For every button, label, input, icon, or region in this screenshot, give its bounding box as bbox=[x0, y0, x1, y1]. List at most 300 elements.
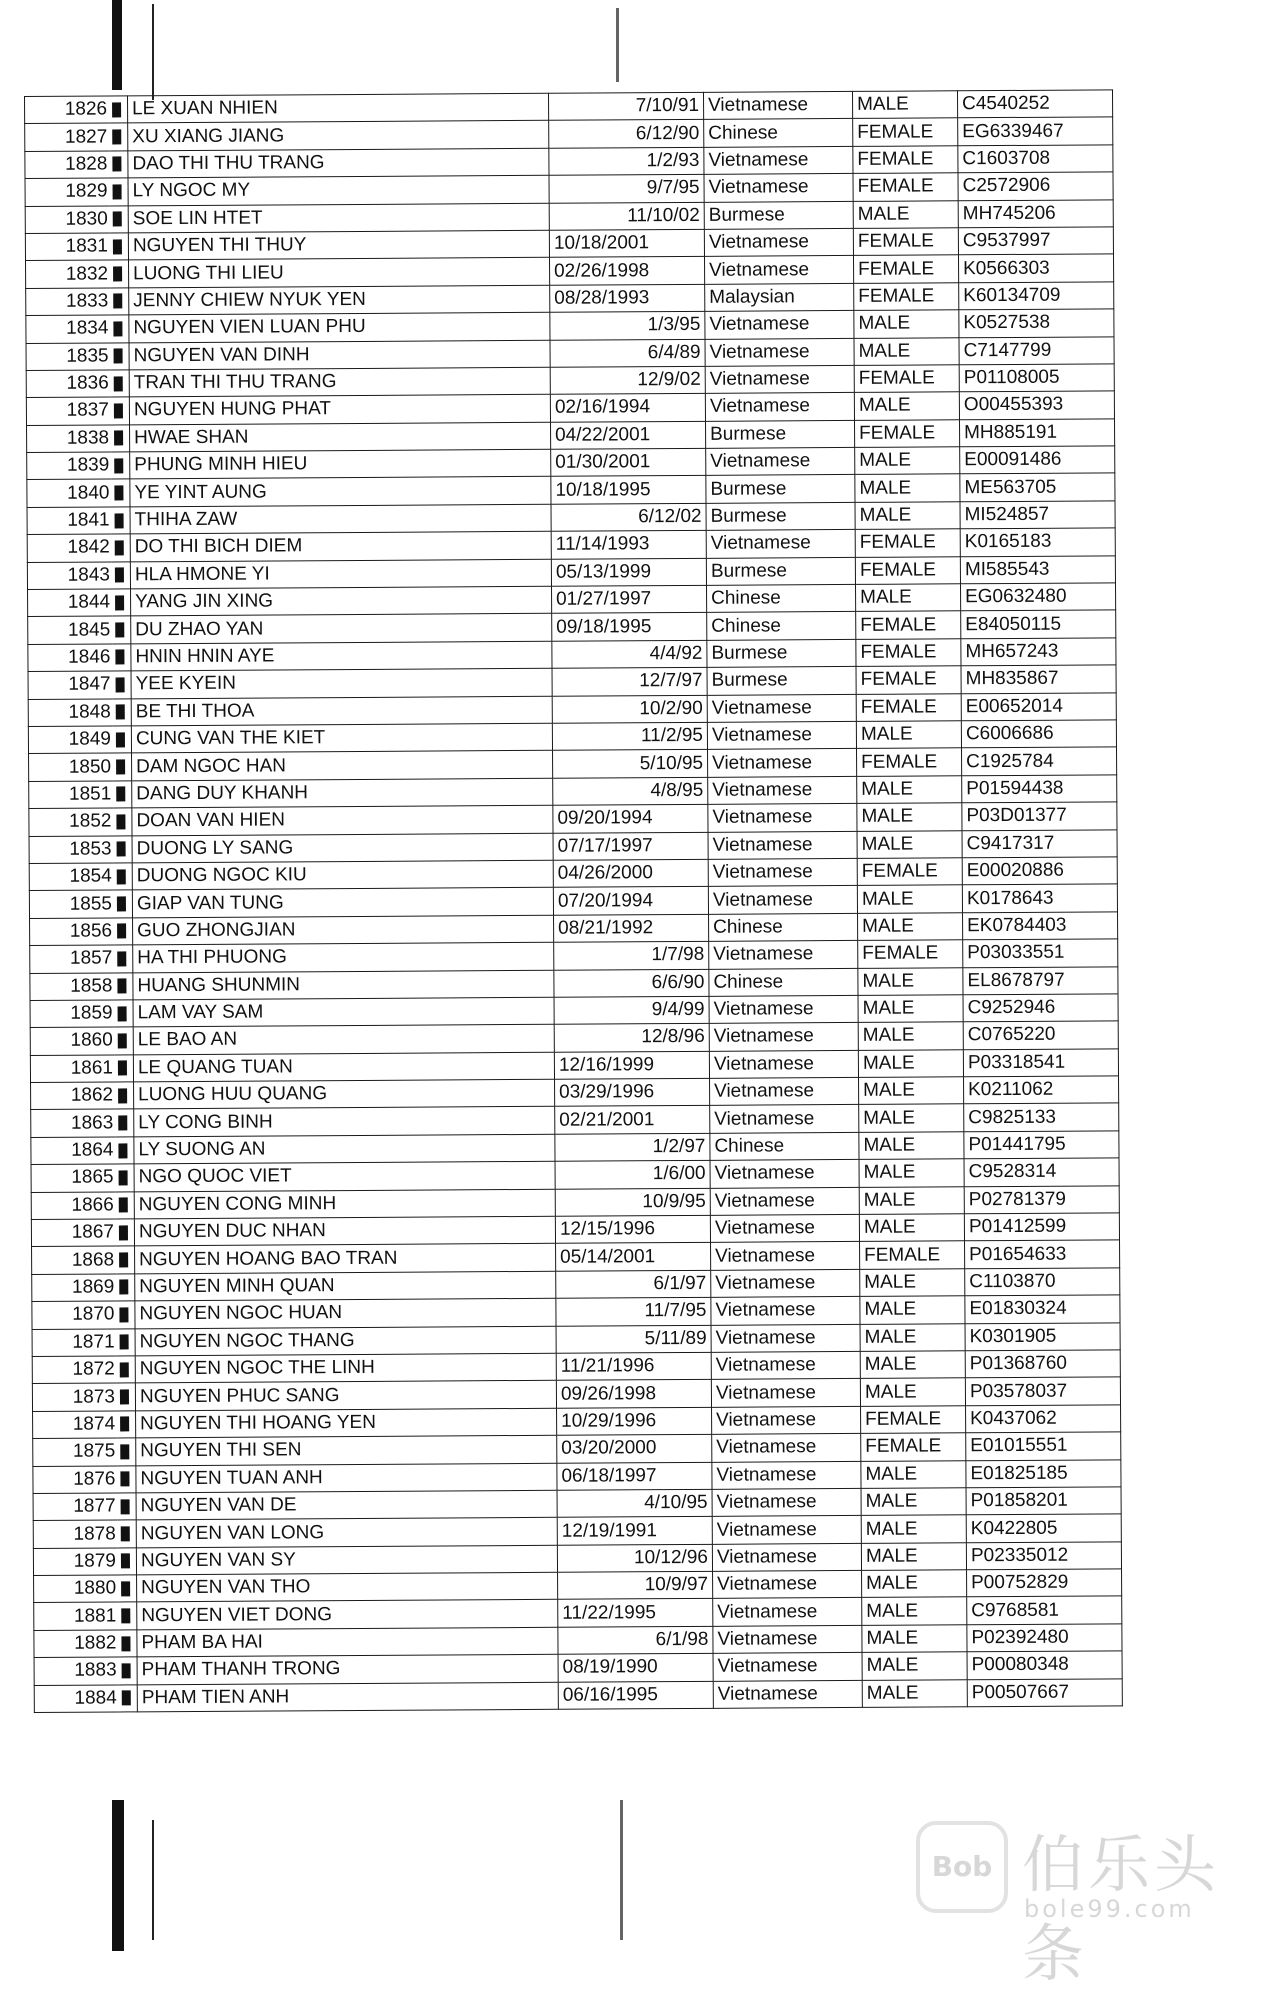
nationality-cell: Vietnamese bbox=[703, 91, 852, 119]
row-mark bbox=[116, 1301, 135, 1329]
name-cell: YANG JIN XING bbox=[131, 586, 552, 616]
nationality-cell: Vietnamese bbox=[711, 1351, 860, 1379]
row-mark bbox=[117, 1438, 136, 1466]
row-number: 1874 bbox=[33, 1411, 118, 1439]
row-mark bbox=[119, 1657, 138, 1685]
nationality-cell: Vietnamese bbox=[711, 1297, 860, 1325]
row-mark bbox=[111, 425, 130, 453]
sex-cell: MALE bbox=[860, 1269, 965, 1297]
dob-cell: 1/2/97 bbox=[555, 1133, 710, 1161]
row-mark bbox=[113, 781, 132, 809]
watermark bbox=[916, 1809, 1246, 1990]
row-mark bbox=[110, 315, 129, 343]
records-table bbox=[24, 89, 1123, 1713]
sex-cell: MALE bbox=[858, 967, 963, 995]
sex-cell: MALE bbox=[859, 1186, 964, 1214]
name-cell: CUNG VAN THE KIET bbox=[131, 723, 552, 753]
row-number: 1872 bbox=[32, 1356, 117, 1384]
row-number: 1867 bbox=[31, 1219, 116, 1247]
passport-cell: C0765220 bbox=[963, 1021, 1118, 1049]
row-mark bbox=[116, 1164, 135, 1192]
dob-cell: 07/17/1997 bbox=[553, 832, 708, 860]
row-number: 1866 bbox=[31, 1192, 116, 1220]
dob-cell: 6/12/90 bbox=[549, 120, 704, 148]
sex-cell: MALE bbox=[858, 995, 963, 1023]
dob-cell: 4/8/95 bbox=[553, 777, 708, 805]
name-cell: NGUYEN THI THUY bbox=[128, 230, 549, 260]
passport-cell: MI524857 bbox=[960, 501, 1115, 529]
sex-cell: MALE bbox=[854, 310, 959, 338]
passport-cell: P01412599 bbox=[964, 1213, 1119, 1241]
row-mark bbox=[118, 1548, 137, 1576]
name-cell: BE THI THOA bbox=[131, 696, 552, 726]
dob-cell: 10/9/97 bbox=[558, 1571, 713, 1599]
redaction-mark bbox=[112, 129, 121, 144]
redaction-mark bbox=[121, 1581, 130, 1596]
dob-cell: 02/21/2001 bbox=[555, 1106, 710, 1134]
passport-cell: P02392480 bbox=[967, 1624, 1122, 1652]
dob-cell: 11/21/1996 bbox=[556, 1352, 711, 1380]
dob-cell: 10/18/1995 bbox=[551, 476, 706, 504]
redaction-mark bbox=[121, 1609, 130, 1624]
row-mark bbox=[118, 1575, 137, 1603]
dob-cell: 12/7/97 bbox=[552, 668, 707, 696]
sex-cell: FEMALE bbox=[860, 1241, 965, 1269]
sex-cell: MALE bbox=[861, 1488, 966, 1516]
dob-cell: 1/7/98 bbox=[554, 941, 709, 969]
redaction-mark bbox=[115, 513, 124, 528]
passport-cell: P03578037 bbox=[965, 1377, 1120, 1405]
sex-cell: FEMALE bbox=[855, 529, 960, 557]
passport-cell: P01654633 bbox=[965, 1240, 1120, 1268]
nationality-cell: Vietnamese bbox=[707, 694, 856, 722]
nationality-cell: Vietnamese bbox=[704, 146, 853, 174]
row-mark bbox=[118, 1602, 137, 1630]
sex-cell: FEMALE bbox=[856, 639, 961, 667]
sex-cell: FEMALE bbox=[853, 228, 958, 256]
passport-cell: K0301905 bbox=[965, 1322, 1120, 1350]
passport-cell: EG6339467 bbox=[958, 117, 1113, 145]
dob-cell: 02/26/1998 bbox=[549, 257, 704, 285]
passport-cell: C1925784 bbox=[962, 747, 1117, 775]
dob-cell: 12/19/1991 bbox=[557, 1517, 712, 1545]
row-mark bbox=[112, 534, 131, 562]
nationality-cell: Vietnamese bbox=[708, 831, 857, 859]
watermark-text: 伯乐头条 bbox=[1022, 1828, 1221, 1990]
nationality-cell: Chinese bbox=[707, 584, 856, 612]
nationality-cell: Vietnamese bbox=[708, 776, 857, 804]
row-number: 1828 bbox=[25, 151, 110, 179]
row-number: 1870 bbox=[32, 1301, 117, 1329]
row-mark bbox=[113, 808, 132, 836]
passport-cell: E00652014 bbox=[961, 692, 1116, 720]
redaction-mark bbox=[119, 1225, 128, 1240]
row-mark bbox=[115, 1082, 134, 1110]
row-mark bbox=[110, 205, 129, 233]
sex-cell: FEMALE bbox=[855, 556, 960, 584]
row-mark bbox=[117, 1411, 136, 1439]
name-cell: NGUYEN DUC NHAN bbox=[134, 1216, 555, 1246]
sex-cell: FEMALE bbox=[861, 1406, 966, 1434]
name-cell: NGUYEN THI SEN bbox=[136, 1435, 557, 1465]
nationality-cell: Vietnamese bbox=[713, 1625, 862, 1653]
row-mark bbox=[111, 370, 130, 398]
binder-mark-top bbox=[112, 0, 122, 90]
row-number: 1840 bbox=[27, 479, 112, 507]
dob-cell: 09/20/1994 bbox=[553, 804, 708, 832]
sex-cell: MALE bbox=[862, 1652, 967, 1680]
passport-cell: C9825133 bbox=[964, 1103, 1119, 1131]
sex-cell: MALE bbox=[859, 1132, 964, 1160]
nationality-cell: Burmese bbox=[705, 420, 854, 448]
sex-cell: MALE bbox=[860, 1351, 965, 1379]
nationality-cell: Vietnamese bbox=[710, 1105, 859, 1133]
sex-cell: FEMALE bbox=[861, 1433, 966, 1461]
nationality-cell: Vietnamese bbox=[706, 530, 855, 558]
redaction-mark bbox=[118, 1061, 127, 1076]
redaction-mark bbox=[116, 787, 125, 802]
sex-cell: MALE bbox=[855, 502, 960, 530]
nationality-cell: Burmese bbox=[706, 475, 855, 503]
redaction-mark bbox=[115, 595, 124, 610]
row-number: 1884 bbox=[34, 1685, 119, 1713]
redaction-mark bbox=[119, 1307, 128, 1322]
nationality-cell: Vietnamese bbox=[710, 1187, 859, 1215]
passport-cell: K0437062 bbox=[966, 1405, 1121, 1433]
row-mark bbox=[110, 260, 129, 288]
dob-cell: 09/18/1995 bbox=[552, 613, 707, 641]
passport-cell: E01825185 bbox=[966, 1459, 1121, 1487]
dob-cell: 06/18/1997 bbox=[557, 1462, 712, 1490]
nationality-cell: Vietnamese bbox=[709, 941, 858, 969]
name-cell: NGO QUOC VIET bbox=[134, 1162, 555, 1192]
sex-cell: FEMALE bbox=[854, 419, 959, 447]
dob-cell: 11/14/1993 bbox=[551, 531, 706, 559]
row-mark bbox=[116, 1246, 135, 1274]
nationality-cell: Vietnamese bbox=[712, 1543, 861, 1571]
name-cell: NGUYEN THI HOANG YEN bbox=[136, 1408, 557, 1438]
row-number: 1881 bbox=[34, 1602, 119, 1630]
redaction-mark bbox=[117, 842, 126, 857]
nationality-cell: Burmese bbox=[704, 201, 853, 229]
redaction-mark bbox=[119, 1198, 128, 1213]
dob-cell: 08/19/1990 bbox=[558, 1654, 713, 1682]
sex-cell: MALE bbox=[859, 1104, 964, 1132]
redaction-mark bbox=[117, 896, 126, 911]
nationality-cell: Chinese bbox=[707, 612, 856, 640]
redaction-mark bbox=[121, 1526, 130, 1541]
name-cell: LUONG THI LIEU bbox=[129, 258, 550, 288]
dob-cell: 4/10/95 bbox=[557, 1489, 712, 1517]
nationality-cell: Vietnamese bbox=[713, 1680, 862, 1708]
name-cell: NGUYEN HOANG BAO TRAN bbox=[135, 1244, 556, 1274]
sex-cell: MALE bbox=[857, 830, 962, 858]
name-cell: NGUYEN MINH QUAN bbox=[135, 1271, 556, 1301]
row-number: 1859 bbox=[30, 1000, 115, 1028]
dob-cell: 6/1/98 bbox=[558, 1626, 713, 1654]
name-cell: NGUYEN VAN DINH bbox=[129, 340, 550, 370]
nationality-cell: Vietnamese bbox=[711, 1242, 860, 1270]
row-number: 1880 bbox=[34, 1575, 119, 1603]
name-cell: YEE KYEIN bbox=[131, 668, 552, 698]
sex-cell: MALE bbox=[858, 1049, 963, 1077]
row-number: 1832 bbox=[26, 260, 111, 288]
dob-cell: 02/16/1994 bbox=[550, 394, 705, 422]
row-number: 1877 bbox=[33, 1493, 118, 1521]
sex-cell: MALE bbox=[855, 447, 960, 475]
row-mark bbox=[109, 151, 128, 179]
row-number: 1850 bbox=[29, 753, 114, 781]
nationality-cell: Vietnamese bbox=[705, 338, 854, 366]
dob-cell: 9/7/95 bbox=[549, 175, 704, 203]
sex-cell: MALE bbox=[858, 1022, 963, 1050]
scan-dash-top bbox=[616, 8, 619, 82]
passport-cell: K0527538 bbox=[959, 309, 1114, 337]
sex-cell: MALE bbox=[862, 1570, 967, 1598]
nationality-cell: Vietnamese bbox=[707, 721, 856, 749]
passport-cell: P03D01377 bbox=[962, 802, 1117, 830]
sex-cell: FEMALE bbox=[854, 283, 959, 311]
redaction-mark bbox=[120, 1472, 129, 1487]
nationality-cell: Vietnamese bbox=[711, 1269, 860, 1297]
nationality-cell: Vietnamese bbox=[711, 1379, 860, 1407]
row-number: 1844 bbox=[28, 589, 113, 617]
name-cell: NGUYEN NGOC THE LINH bbox=[135, 1353, 556, 1383]
redaction-mark bbox=[116, 705, 125, 720]
row-number: 1848 bbox=[28, 699, 113, 727]
nationality-cell: Vietnamese bbox=[710, 1160, 859, 1188]
sex-cell: MALE bbox=[854, 392, 959, 420]
redaction-mark bbox=[121, 1499, 130, 1514]
sex-cell: FEMALE bbox=[856, 611, 961, 639]
dob-cell: 7/10/91 bbox=[548, 92, 703, 120]
row-mark bbox=[115, 1055, 134, 1083]
nationality-cell: Vietnamese bbox=[704, 256, 853, 284]
redaction-mark bbox=[113, 212, 122, 227]
name-cell: DO THI BICH DIEM bbox=[130, 532, 551, 562]
dob-cell: 08/21/1992 bbox=[554, 914, 709, 942]
row-number: 1875 bbox=[33, 1438, 118, 1466]
nationality-cell: Vietnamese bbox=[713, 1653, 862, 1681]
name-cell: LAM VAY SAM bbox=[133, 997, 554, 1027]
name-cell: DOAN VAN HIEN bbox=[132, 805, 553, 835]
dob-cell: 10/12/96 bbox=[557, 1544, 712, 1572]
row-mark bbox=[114, 835, 133, 863]
name-cell: GUO ZHONGJIAN bbox=[133, 915, 554, 945]
dob-cell: 11/7/95 bbox=[556, 1298, 711, 1326]
row-mark bbox=[118, 1493, 137, 1521]
name-cell: TRAN THI THU TRANG bbox=[129, 367, 550, 397]
row-number: 1831 bbox=[25, 233, 110, 261]
sex-cell: MALE bbox=[852, 91, 957, 119]
row-number: 1882 bbox=[34, 1630, 119, 1658]
passport-cell: C1603708 bbox=[958, 145, 1113, 173]
row-mark bbox=[113, 726, 132, 754]
nationality-cell: Vietnamese bbox=[704, 228, 853, 256]
dob-cell: 10/18/2001 bbox=[549, 229, 704, 257]
redaction-mark bbox=[117, 979, 126, 994]
passport-cell: C9528314 bbox=[964, 1158, 1119, 1186]
passport-cell: MH885191 bbox=[959, 419, 1114, 447]
redaction-mark bbox=[120, 1389, 129, 1404]
sex-cell: MALE bbox=[860, 1378, 965, 1406]
redaction-mark bbox=[116, 814, 125, 829]
name-cell: NGUYEN VIET DONG bbox=[137, 1600, 558, 1630]
name-cell: NGUYEN VIEN LUAN PHU bbox=[129, 312, 550, 342]
redaction-mark bbox=[115, 622, 124, 637]
sex-cell: MALE bbox=[861, 1460, 966, 1488]
nationality-cell: Vietnamese bbox=[710, 1214, 859, 1242]
passport-cell: K0165183 bbox=[960, 528, 1115, 556]
passport-cell: P01368760 bbox=[965, 1350, 1120, 1378]
passport-cell: P00080348 bbox=[967, 1651, 1122, 1679]
name-cell: NGUYEN TUAN ANH bbox=[136, 1463, 557, 1493]
row-number: 1857 bbox=[30, 945, 115, 973]
name-cell: NGUYEN VAN SY bbox=[136, 1545, 557, 1575]
dob-cell: 07/20/1994 bbox=[553, 887, 708, 915]
row-number: 1845 bbox=[28, 616, 113, 644]
dob-cell: 6/4/89 bbox=[550, 339, 705, 367]
sex-cell: MALE bbox=[862, 1625, 967, 1653]
redaction-mark bbox=[119, 1252, 128, 1267]
sex-cell: MALE bbox=[854, 337, 959, 365]
redaction-mark bbox=[116, 732, 125, 747]
row-mark bbox=[119, 1684, 138, 1712]
passport-cell: P01594438 bbox=[962, 775, 1117, 803]
redaction-mark bbox=[114, 403, 123, 418]
redaction-mark bbox=[122, 1691, 131, 1706]
nationality-cell: Chinese bbox=[709, 913, 858, 941]
row-mark bbox=[110, 288, 129, 316]
dob-cell: 6/6/90 bbox=[554, 969, 709, 997]
name-cell: NGUYEN VAN THO bbox=[137, 1572, 558, 1602]
sex-cell: MALE bbox=[859, 1214, 964, 1242]
sex-cell: FEMALE bbox=[854, 365, 959, 393]
passport-cell: P00752829 bbox=[967, 1569, 1122, 1597]
dob-cell: 09/26/1998 bbox=[556, 1380, 711, 1408]
redaction-mark bbox=[119, 1170, 128, 1185]
redaction-mark bbox=[114, 431, 123, 446]
passport-cell: MI585543 bbox=[960, 555, 1115, 583]
sex-cell: MALE bbox=[858, 913, 963, 941]
passport-cell: K60134709 bbox=[959, 282, 1114, 310]
row-mark bbox=[115, 1109, 134, 1137]
row-mark bbox=[116, 1219, 135, 1247]
redaction-mark bbox=[116, 677, 125, 692]
row-mark bbox=[117, 1383, 136, 1411]
row-mark bbox=[115, 1137, 134, 1165]
passport-cell: P02781379 bbox=[964, 1185, 1119, 1213]
dob-cell: 12/9/02 bbox=[550, 366, 705, 394]
row-mark bbox=[117, 1328, 136, 1356]
sex-cell: MALE bbox=[860, 1323, 965, 1351]
row-mark bbox=[113, 671, 132, 699]
name-cell: HWAE SHAN bbox=[130, 422, 551, 452]
watermark-subtext: bole99.com bbox=[1024, 1895, 1195, 1923]
name-cell: YE YINT AUNG bbox=[130, 477, 551, 507]
nationality-cell: Vietnamese bbox=[712, 1461, 861, 1489]
sex-cell: FEMALE bbox=[853, 173, 958, 201]
passport-cell: C9252946 bbox=[963, 994, 1118, 1022]
row-mark bbox=[115, 1000, 134, 1028]
passport-cell: C7147799 bbox=[959, 336, 1114, 364]
redaction-mark bbox=[118, 1116, 127, 1131]
dob-cell: 01/30/2001 bbox=[551, 448, 706, 476]
row-number: 1851 bbox=[29, 781, 114, 809]
nationality-cell: Vietnamese bbox=[708, 858, 857, 886]
passport-cell: C1103870 bbox=[965, 1268, 1120, 1296]
row-mark bbox=[112, 507, 131, 535]
dob-cell: 4/4/92 bbox=[552, 640, 707, 668]
dob-cell: 06/16/1995 bbox=[558, 1681, 713, 1709]
redaction-mark bbox=[114, 486, 123, 501]
name-cell: DU ZHAO YAN bbox=[131, 614, 552, 644]
name-cell: LE QUANG TUAN bbox=[133, 1052, 554, 1082]
passport-cell: EG0632480 bbox=[960, 583, 1115, 611]
row-mark bbox=[115, 1027, 134, 1055]
nationality-cell: Vietnamese bbox=[708, 749, 857, 777]
dob-cell: 12/16/1999 bbox=[554, 1051, 709, 1079]
name-cell: HLA HMONE YI bbox=[130, 559, 551, 589]
row-number: 1876 bbox=[33, 1465, 118, 1493]
sex-cell: FEMALE bbox=[853, 118, 958, 146]
row-number: 1838 bbox=[27, 425, 112, 453]
nationality-cell: Burmese bbox=[706, 502, 855, 530]
dob-cell: 10/9/95 bbox=[555, 1188, 710, 1216]
redaction-mark bbox=[118, 1143, 127, 1158]
dob-cell: 12/8/96 bbox=[554, 1024, 709, 1052]
row-mark bbox=[112, 561, 131, 589]
redaction-mark bbox=[112, 157, 121, 172]
row-number: 1833 bbox=[26, 288, 111, 316]
passport-cell: P00507667 bbox=[967, 1678, 1122, 1706]
redaction-mark bbox=[117, 924, 126, 939]
dob-cell: 11/2/95 bbox=[552, 722, 707, 750]
sex-cell: FEMALE bbox=[856, 666, 961, 694]
dob-cell: 1/2/93 bbox=[549, 147, 704, 175]
nationality-cell: Chinese bbox=[709, 968, 858, 996]
watermark-logo: Bob bbox=[916, 1821, 1008, 1913]
row-mark bbox=[112, 589, 131, 617]
nationality-cell: Vietnamese bbox=[708, 886, 857, 914]
dob-cell: 5/11/89 bbox=[556, 1325, 711, 1353]
name-cell: PHAM BA HAI bbox=[137, 1627, 558, 1657]
row-mark bbox=[111, 397, 130, 425]
redaction-mark bbox=[113, 239, 122, 254]
nationality-cell: Vietnamese bbox=[709, 1023, 858, 1051]
dob-cell: 1/6/00 bbox=[555, 1161, 710, 1189]
name-cell: DUONG NGOC KIU bbox=[132, 860, 553, 890]
name-cell: PHAM TIEN ANH bbox=[137, 1682, 558, 1712]
sex-cell: MALE bbox=[855, 474, 960, 502]
sex-cell: FEMALE bbox=[853, 255, 958, 283]
redaction-mark bbox=[117, 951, 126, 966]
passport-cell: K0211062 bbox=[964, 1076, 1119, 1104]
row-number: 1869 bbox=[32, 1274, 117, 1302]
row-number: 1827 bbox=[25, 123, 110, 151]
dob-cell: 04/26/2000 bbox=[553, 859, 708, 887]
dob-cell: 08/28/1993 bbox=[550, 284, 705, 312]
row-mark bbox=[112, 616, 131, 644]
row-number: 1852 bbox=[29, 808, 114, 836]
row-mark bbox=[109, 123, 128, 151]
dob-cell: 10/2/90 bbox=[552, 695, 707, 723]
name-cell: DUONG LY SANG bbox=[132, 833, 553, 863]
row-number: 1846 bbox=[28, 644, 113, 672]
redaction-mark bbox=[116, 759, 125, 774]
row-number: 1863 bbox=[31, 1109, 116, 1137]
redaction-mark bbox=[120, 1335, 129, 1350]
